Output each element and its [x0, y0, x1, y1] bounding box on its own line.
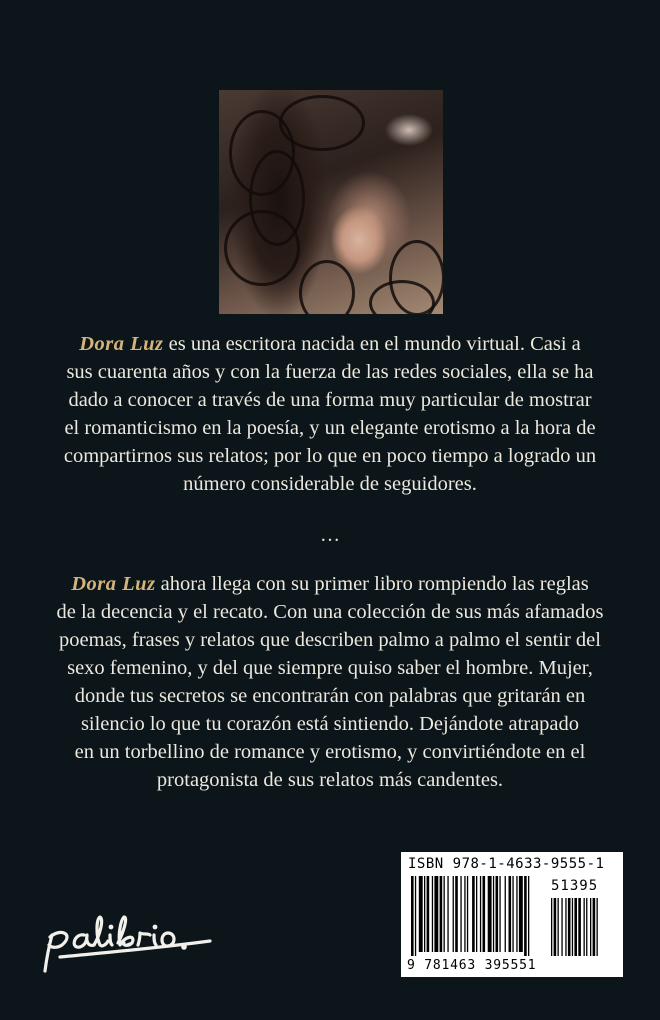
- author-bio: [40, 330, 620, 498]
- blurb-line: silencio lo que tu corazón está sintiendo. Dejándote atrapado: [80, 713, 580, 735]
- blurb-line: donde tus secretos se encontrarán con palabras que gritarán en: [74, 685, 586, 707]
- blurb-line: protagonista de sus relatos más candentes.: [156, 769, 504, 791]
- blurb-line: de la decencia y el recato. Con una colección de sus más afamados: [56, 601, 604, 623]
- book-blurb: [40, 570, 620, 794]
- bio-line: dado a conocer a través de una forma muy particular de mostrar: [68, 389, 592, 411]
- barcode-addon-digits: 51395: [551, 878, 599, 894]
- barcode-digits: 9 781463 395551: [407, 958, 537, 973]
- author-name: Dora Luz: [71, 573, 156, 595]
- isbn-label: ISBN 978-1-4633-9555-1: [408, 856, 605, 872]
- blurb-line: sexo femenino, y del que siempre quiso saber el hombre. Mujer,: [67, 657, 593, 679]
- bio-line: sus cuarenta años y con la fuerza de las redes sociales, ella se ha: [66, 361, 594, 383]
- blurb-line: Dora Luz ahora llega con su primer libro rompiendo las reglas: [71, 573, 589, 595]
- section-separator: …: [320, 524, 340, 546]
- bio-line: número considerable de seguidores.: [183, 473, 477, 495]
- isbn-barcode: [401, 852, 623, 977]
- bio-line: el romanticismo en la poesía, y un elegante erotismo a la hora de: [64, 417, 596, 439]
- palibrio-logo: [40, 905, 220, 975]
- blurb-line: en un torbellino de romance y erotismo, y convirtiéndote en el: [74, 741, 586, 763]
- author-photo: [219, 90, 443, 314]
- bio-line: Dora Luz es una escritora nacida en el mundo virtual. Casi a: [79, 333, 581, 355]
- blurb-line: poemas, frases y relatos que describen palmo a palmo el sentir del: [59, 629, 601, 651]
- bio-line: compartirnos sus relatos; por lo que en poco tiempo a logrado un: [63, 445, 597, 467]
- author-name: Dora Luz: [79, 333, 164, 355]
